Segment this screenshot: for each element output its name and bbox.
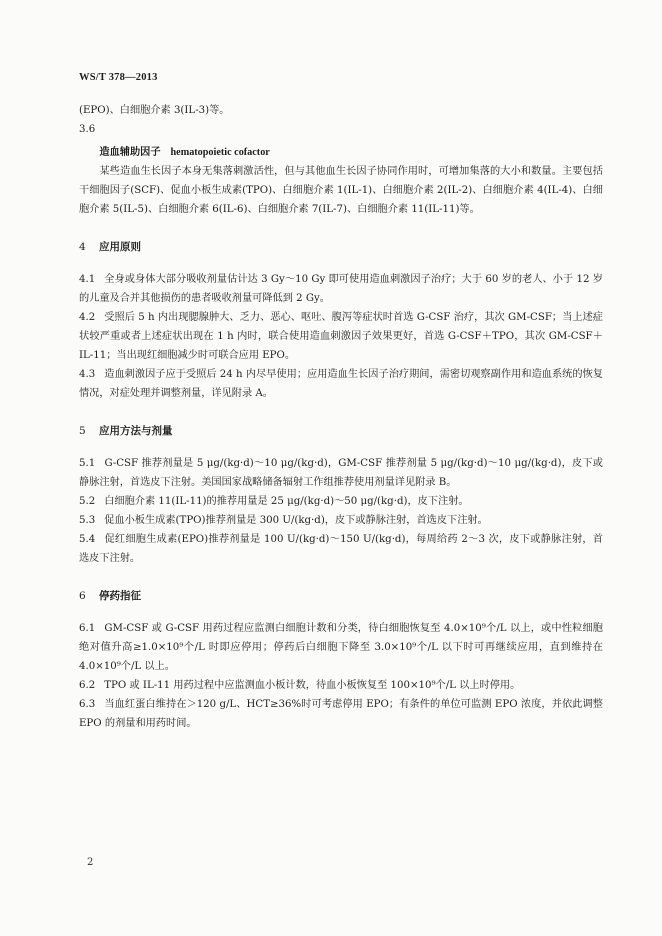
- clause-6-2: [79, 676, 603, 695]
- clause-5-2: [79, 492, 603, 511]
- section-number: 4: [79, 241, 86, 253]
- section-5-heading: [79, 422, 603, 441]
- page-number: 2: [87, 857, 94, 868]
- section-title: 应用方法与剂量: [99, 425, 173, 437]
- clause-text: 造血刺激因子应于受照后 24 h 内尽早使用；应用造血生长因子治疗期间，需密切观察副作用和造血系统的恢复情况，对症处理并调整剂量，详见附录 A。: [79, 369, 603, 399]
- section-number: 5: [79, 425, 86, 437]
- section-6-heading: [79, 587, 603, 606]
- standard-code: WS/T 378—2013: [79, 72, 158, 83]
- continuation-text: (EPO)、白细胞介素 3(IL-3)等。: [79, 105, 230, 116]
- clause-4-1: [79, 270, 603, 308]
- clause-number: 4.3: [79, 369, 96, 380]
- clause-5-1: [79, 454, 603, 492]
- term-en: hematopoietic cofactor: [170, 147, 270, 158]
- clause-number: 6.2: [79, 680, 96, 691]
- clause-number: 6.1: [79, 623, 96, 634]
- clause-text: G-CSF 推荐剂量是 5 μg/(kg·d)～10 μg/(kg·d)，GM-CSF 推荐剂量 5 μg/(kg·d)～10 μg/(kg·d)，皮下或静脉注射，首选皮下注射。美国国家战略储备辐射工作组推荐使用剂量详见附录 B。: [79, 458, 603, 488]
- clause-text: TPO 或 IL-11 用药过程中应监测血小板计数，待血小板恢复至 100×10⁹个/L 以上时停用。: [104, 680, 521, 691]
- clause-6-3: [79, 695, 603, 733]
- clause-4-2: [79, 308, 603, 365]
- clause-text: 白细胞介素 11(IL-11)的推荐用量是 25 μg/(kg·d)～50 μg/(kg·d)，皮下注射。: [104, 496, 469, 507]
- clause-number: 5.1: [79, 458, 96, 469]
- clause-text: 促血小板生成素(TPO)推荐剂量是 300 U/(kg·d)，皮下或静脉注射，首选皮下注射。: [104, 515, 488, 526]
- clause-5-4: [79, 530, 603, 568]
- clause-5-3: [79, 511, 603, 530]
- section-4-heading: [79, 238, 603, 257]
- term-cn: 造血辅助因子: [99, 146, 161, 158]
- clause-3-6-number: 3.6: [79, 124, 96, 135]
- clause-number: 5.2: [79, 496, 96, 507]
- clause-text: 受照后 5 h 内出现腮腺肿大、乏力、恶心、呕吐、腹泻等症状时首选 G-CSF 治疗，其次 GM-CSF；当上述症状较严重或者上述症状出现在 1 h 内时，联合使用造血刺激因子效果更好，首选 G-CSF＋TPO，其次 GM-CSF＋IL-11；当出现红细胞减少时可联合应用 EPO。: [79, 312, 603, 361]
- section-number: 6: [79, 590, 86, 602]
- section-title: 停药指征: [99, 590, 141, 602]
- clause-text: 当血红蛋白维持在＞120 g/L、HCT≥36%时可考虑停用 EPO；有条件的单位可监测 EPO 浓度，并依此调整 EPO 的剂量和用药时间。: [79, 699, 603, 729]
- term-heading: [79, 143, 603, 162]
- section-title: 应用原则: [99, 241, 141, 253]
- clause-text: 全身或身体大部分吸收剂量估计达 3 Gy～10 Gy 即可使用造血刺激因子治疗；大于 60 岁的老人、小于 12 岁的儿童及合并其他损伤的患者吸收剂量可降低到 2 Gy。: [79, 274, 603, 304]
- clause-text: GM-CSF 或 G-CSF 用药过程应监测白细胞计数和分类，待白细胞恢复至 4.0×10⁹个/L 以上，或中性粒细胞绝对值升高≥1.0×10⁹个/L 时即应停用；停药后白细胞下降至 3.0×10⁹个/L 以下时可再继续应用，直到维持在 4.0×10⁹个/L 以上。: [79, 623, 603, 672]
- clause-4-3: [79, 365, 603, 403]
- clause-number: 4.1: [79, 274, 96, 285]
- clause-number: 5.4: [79, 534, 96, 545]
- clause-number: 4.2: [79, 312, 96, 323]
- clause-number: 6.3: [79, 699, 96, 710]
- document-body: [79, 101, 603, 733]
- clause-text: 促红细胞生成素(EPO)推荐剂量是 100 U/(kg·d)～150 U/(kg·d)，每周给药 2～3 次，皮下或静脉注射，首选皮下注射。: [79, 534, 603, 564]
- term-definition: 某些造血生长因子本身无集落刺激活性，但与其他血生长因子协同作用时，可增加集落的大小和数量。主要包括干细胞因子(SCF)、促血小板生成素(TPO)、白细胞介素 1(IL-1)、白细胞介素 2(IL-2)、白细胞介素 4(IL-4)、白细胞介素 5(IL-5)、白细胞介素 6(IL-6)、白细胞介素 7(IL-7)、白细胞介素 11(IL-11)等。: [79, 166, 603, 215]
- clause-number: 5.3: [79, 515, 96, 526]
- clause-6-1: [79, 619, 603, 676]
